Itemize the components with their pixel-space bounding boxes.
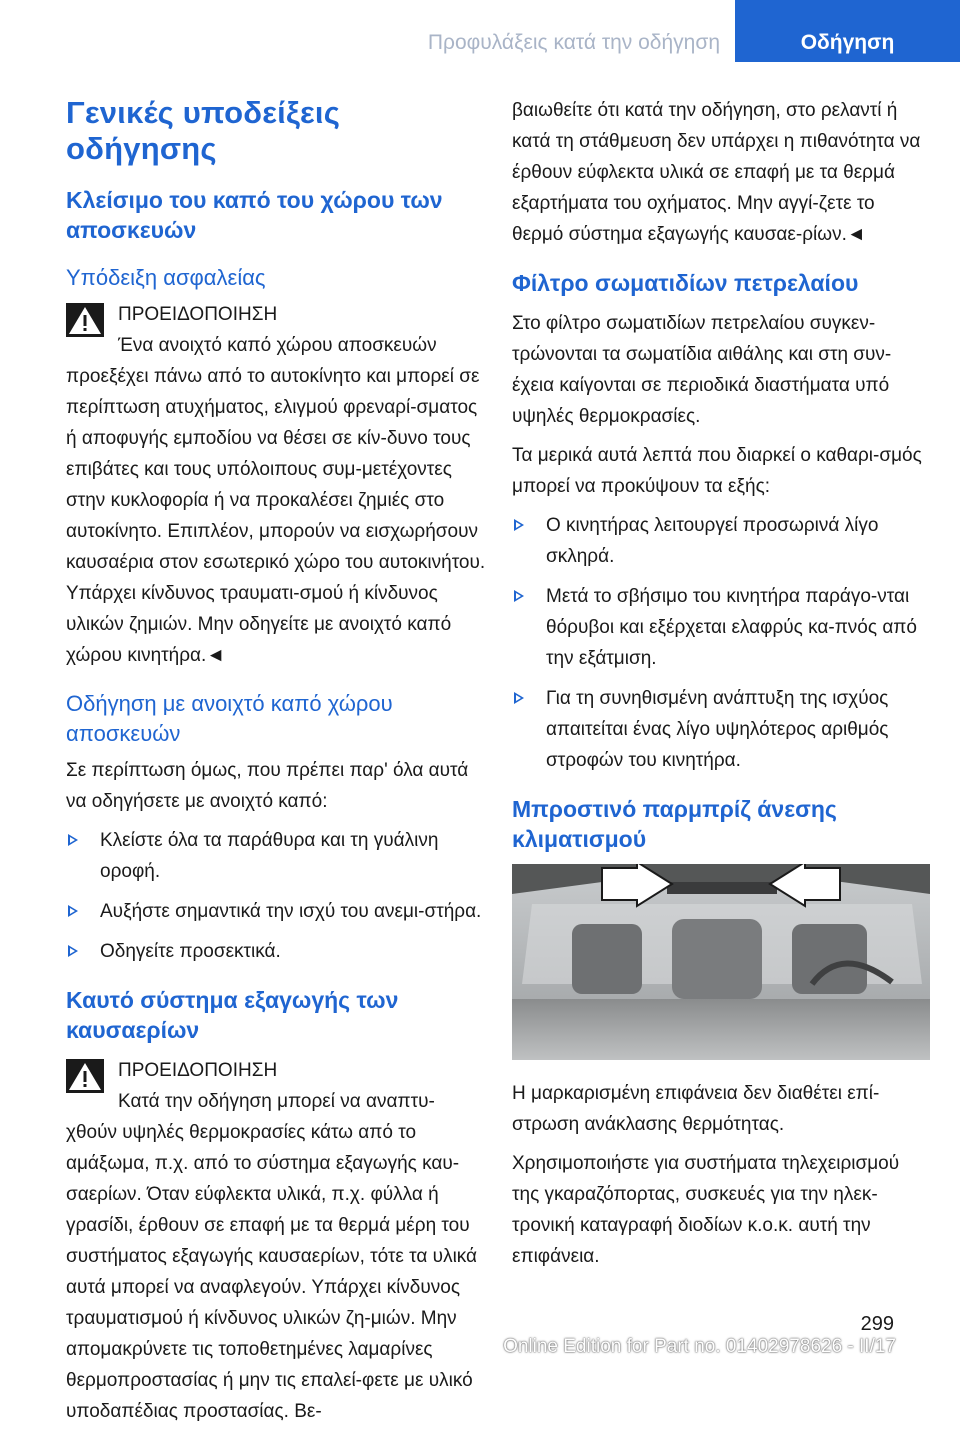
warning-label: ΠΡΟΕΙΔΟΠΟΙΗΣΗ [118, 1060, 278, 1081]
list-item: Οδηγείτε προσεκτικά. [66, 936, 486, 967]
warning-label: ΠΡΟΕΙΔΟΠΟΙΗΣΗ [118, 304, 278, 325]
warning-triangle-icon [66, 1059, 104, 1093]
section-heading-windshield: Μπροστινό παρμπρίζ άνεσης κλιματισμού [512, 796, 837, 852]
section-heading-open-trunk: Οδήγηση με ανοιχτό καπό χώρου αποσκευών [66, 691, 393, 746]
warning-first-line: Ένα ανοιχτό καπό χώρου αποσκευών [118, 335, 437, 356]
section-heading-diesel-filter: Φίλτρο σωματιδίων πετρελαίου [512, 270, 859, 296]
list-item: Ο κινητήρας λειτουργεί προσωρινά λίγο σκληρά. [512, 510, 930, 572]
page-number: 299 [860, 1313, 894, 1335]
diesel-filter-text: Στο φίλτρο σωματιδίων πετρελαίου συγκεν-τρώνονται τα σωματίδια αιθάλης και στη συν-έχεια καίγονται σε περιοδικά διαστήματα υπό υψηλές θερμοκρασίες. [512, 313, 892, 427]
list-item: Για τη συνηθισμένη ανάπτυξη της ισχύος απαιτείται ένας λίγο υψηλότερος αριθμός στροφών του κινητήρα. [512, 683, 930, 776]
list-item: Μετά το σβήσιμο του κινητήρα παράγο-νται θόρυβοι και εξέρχεται ελαφρύς κα-πνός από την εξάτμιση. [512, 581, 930, 674]
warning-block-exhaust [66, 1055, 486, 1117]
safety-note-heading: Υπόδειξη ασφαλείας [66, 265, 266, 290]
right-column [512, 95, 930, 1280]
warning-triangle-icon [66, 303, 104, 337]
breadcrumb[interactable]: Προφυλάξεις κατά την οδήγηση [427, 31, 720, 54]
triangle-bullet-icon [514, 590, 524, 602]
warning-text: χθούν υψηλές θερμοκρασίες κάτω από το αμάξωμα, π.χ. από το σύστημα εξαγωγής καυ-σαερίων. Όταν εύφλεκτα υλικά, π.χ. φύλλα ή γρασίδι, έρθουν σε επαφή με τα θερμά μέρη του συστήματος εξαγωγής καυσαερίων, τότε τα υλικά αυτά μπορεί να αναφλεγούν. Υπάρχει κίνδυνος τραυματισμού ή κίνδυνος υλικών ζη-μιών. Μην απομακρύνετε τις τοποθετημένες λαμαρίνες θερμοπροστασίας ή μην τις επαλεί-φετε με υλικό υποδαπέδιας προστασίας. Βε- [66, 1122, 478, 1422]
diesel-filter-text-2: Τα μερικά αυτά λεπτά που διαρκεί ο καθαρι-σμός μπορεί να προκύψουν τα εξής: [512, 445, 922, 497]
triangle-bullet-icon [68, 945, 78, 957]
left-column [66, 95, 486, 1435]
triangle-bullet-icon [68, 905, 78, 917]
car-interior-photo [512, 864, 930, 1060]
warning-block-trunk [66, 299, 486, 361]
tab-driving[interactable]: Οδήγηση [735, 0, 960, 62]
triangle-bullet-icon [514, 519, 524, 531]
windshield-text-2: Χρησιμοποιήστε για συστήματα τηλεχειρισμού της γκαραζόπορτας, συσκευές για την ηλεκ-τρονική καταγραφή διοδίων κ.ο.κ. αυτή την επιφάνεια. [512, 1153, 900, 1267]
windshield-text: Η μαρκαρισμένη επιφάνεια δεν διαθέτει επί-στρωση ανάκλασης θερμότητας. [512, 1083, 880, 1135]
edition-footer: Online Edition for Part no. 01402978626 - II/17 [503, 1336, 896, 1357]
section-heading-exhaust: Καυτό σύστημα εξαγωγής των καυσαερίων [66, 987, 399, 1043]
list-item: Αυξήστε σημαντικά την ισχύ του ανεμι-στήρα. [66, 896, 486, 927]
open-trunk-intro: Σε περίπτωση όμως, που πρέπει παρ' όλα αυτά να οδηγήσετε με ανοιχτό καπό: [66, 760, 469, 812]
list-item: Κλείστε όλα τα παράθυρα και τη γυάλινη οροφή. [66, 825, 486, 887]
warning-text: προεξέχει πάνω από το αυτοκίνητο και μπορεί σε περίπτωση ατυχήματος, ελιγμού φρεναρί-σματος ή αποφυγής εμποδίου να θέσει σε κίν-δυνο τους επιβάτες και τους υπόλοιπους συμ-μετέχοντες στην κυκλοφορία ή να προκαλέσει ζημιές στο αυτοκίνητο. Επιπλέον, μπορούν να εισχωρήσουν καυσαέρια στον εσωτερικό χώρο του αυτοκινήτου. Υπάρχει κίνδυνος τραυματι-σμού ή κίνδυνος υλικών ζημιών. Μην οδηγείτε με ανοιχτό καπό χώρου κινητήρα.◄ [66, 366, 486, 666]
triangle-bullet-icon [68, 834, 78, 846]
warning-first-line: Κατά την οδήγηση μπορεί να αναπτυ- [118, 1091, 435, 1112]
section-heading-trunk-lid: Κλείσιμο του καπό του χώρου των αποσκευών [66, 187, 443, 243]
top-bar [0, 0, 960, 62]
triangle-bullet-icon [514, 692, 524, 704]
open-trunk-list [66, 825, 486, 967]
exhaust-continued-text: βαιωθείτε ότι κατά την οδήγηση, στο ρελαντί ή κατά τη στάθμευση δεν υπάρχει η πιθανότητα να έρθουν εύφλεκτα υλικά σε επαφή με τα θερμά εξαρτήματα του οχήματος. Μην αγγί-ζετε το θερμό σύστημα εξαγωγής καυσαε-ρίων.◄ [512, 100, 921, 245]
page-title: Γενικές υποδείξεις οδήγησης [66, 95, 341, 166]
diesel-filter-list [512, 510, 930, 776]
